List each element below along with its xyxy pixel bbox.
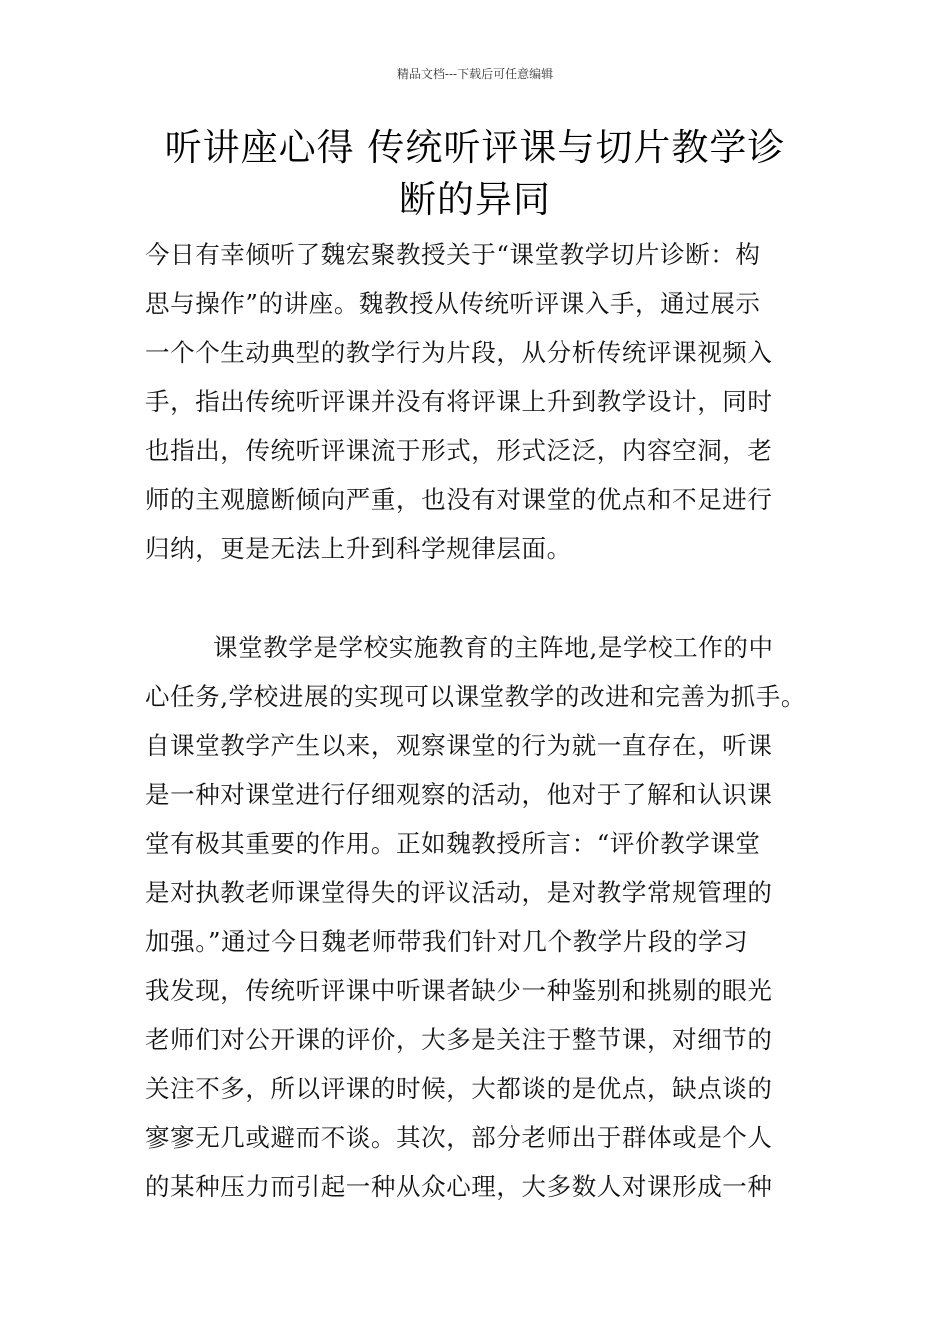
text-line: 今日有幸倾听了魏宏聚教授关于“课堂教学切片诊断：构 (145, 240, 761, 269)
paragraph-2 (145, 623, 815, 1211)
text-line: 课堂教学是学校实施教育的主阵地,是学校工作的中 (213, 633, 774, 662)
text-line: 也指出，传统听评课流于形式，形式泛泛，内容空洞，老 (145, 436, 773, 465)
text-line: 加强。”通过今日魏老师带我们针对几个教学片段的学习 (145, 927, 749, 956)
text-line: 老师们对公开课的评价，大多是关注于整节课，对细节的 (145, 1025, 773, 1054)
text-line: 自课堂教学产生以来，观察课堂的行为就一直存在，听课 (145, 731, 773, 760)
text-line: 师的主观臆断倾向严重，也没有对课堂的优点和不足进行 (145, 485, 773, 514)
document-title (120, 122, 830, 226)
paragraph-1 (145, 230, 815, 573)
title-line: 听讲座心得 传统听评课与切片教学诊 (164, 126, 786, 169)
text-line: 堂有极其重要的作用。正如魏教授所言：“评价教学课堂 (145, 829, 761, 858)
text-line: 是一种对课堂进行仔细观察的活动，他对于了解和认识课 (145, 780, 773, 809)
text-line: 关注不多，所以评课的时候，大都谈的是优点，缺点谈的 (145, 1074, 773, 1103)
text-line: 思与操作”的讲座。魏教授从传统听评课入手，通过展示 (145, 289, 761, 318)
title-line: 断的异同 (399, 178, 551, 221)
text-line: 手，指出传统听评课并没有将评课上升到教学设计，同时 (145, 387, 773, 416)
text-line: 的某种压力而引起一种从众心理，大多数人对课形成一种 (145, 1172, 773, 1201)
header-note: 精品文档---下载后可任意编辑 (396, 67, 554, 81)
text-line: 我发现，传统听评课中听课者缺少一种鉴别和挑剔的眼光 (145, 976, 773, 1005)
text-line: 是对执教老师课堂得失的评议活动，是对教学常规管理的 (145, 878, 773, 907)
text-line: 归纳，更是无法上升到科学规律层面。 (145, 534, 572, 563)
text-line: 一个个生动典型的教学行为片段，从分析传统评课视频入 (145, 338, 773, 367)
text-line: 心任务,学校进展的实现可以课堂教学的改进和完善为抓手。 (145, 682, 806, 711)
text-line: 寥寥无几或避而不谈。其次，部分老师出于群体或是个人 (145, 1123, 773, 1152)
